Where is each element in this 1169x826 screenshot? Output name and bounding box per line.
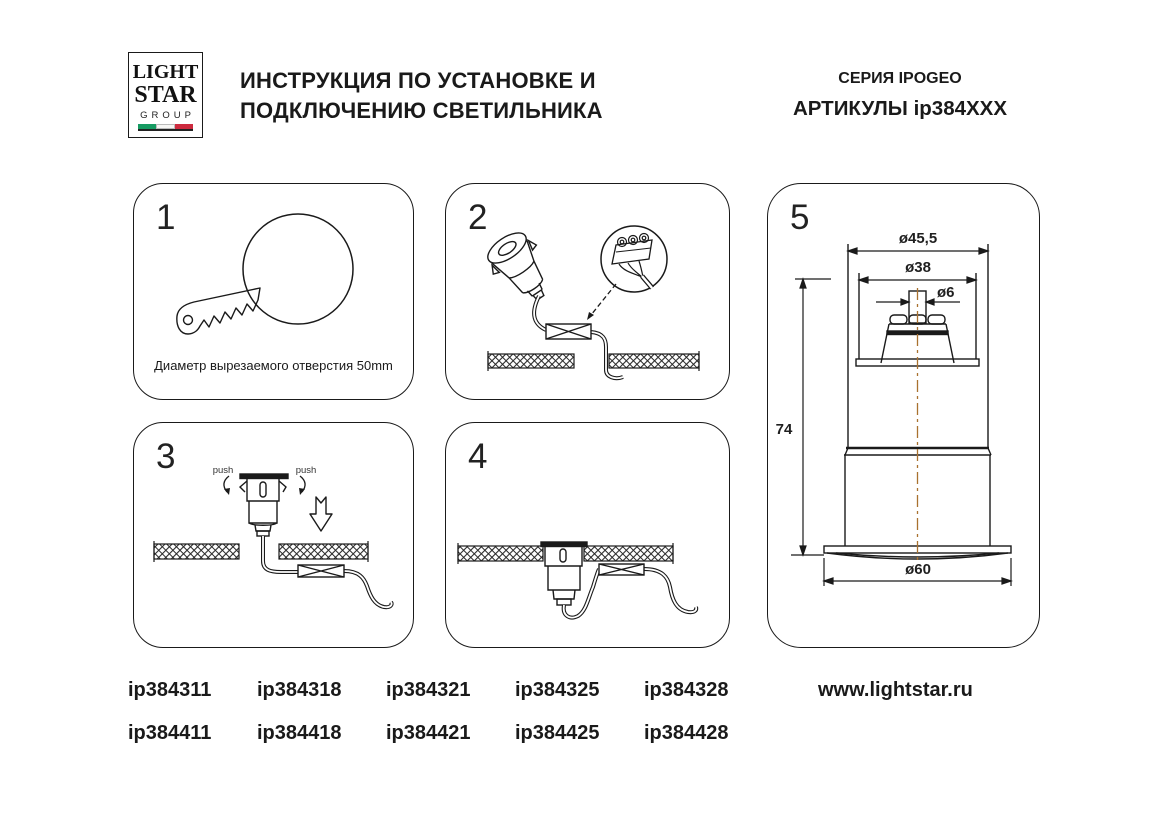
dim-label-mid: ø38 (905, 259, 931, 276)
dimension-drawing (768, 184, 1038, 646)
insert-direction-arrow (310, 497, 332, 531)
lightstar-logo (128, 52, 203, 138)
article-code: ip384411 (128, 722, 212, 744)
article-code: ip384428 (644, 722, 729, 744)
dim-label-top: ø45,5 (898, 230, 938, 247)
junction-box (298, 565, 344, 577)
logo-group: GROUP (140, 110, 195, 121)
title-line-1: ИНСТРУКЦИЯ ПО УСТАНОВКЕ И (240, 68, 596, 93)
light-fixture (240, 474, 288, 536)
step-1-number: 1 (156, 198, 176, 237)
step-2-drawing (446, 184, 728, 398)
step-3-drawing (134, 423, 412, 646)
hatched-surface (488, 351, 699, 371)
logo-light: LIGHT (132, 61, 199, 83)
dim-label-height: 74 (775, 421, 793, 438)
cable (564, 569, 697, 618)
article-code: ip384425 (515, 722, 600, 744)
article-code: ip384325 (515, 679, 600, 701)
step-3-number: 3 (156, 437, 176, 476)
cutout-circle (243, 214, 353, 324)
step-1-panel (133, 183, 414, 400)
push-label-left: push (212, 465, 234, 476)
step-3-panel (133, 422, 414, 648)
light-fixture-installed (541, 542, 587, 605)
article-code: ip384318 (257, 679, 342, 701)
page-title (240, 66, 603, 126)
series-label: СЕРИЯ IPOGEO (838, 70, 962, 87)
article-code: ip384311 (128, 679, 212, 701)
step-4-panel (445, 422, 730, 648)
articles-label: АРТИКУЛЫ ip384XXX (792, 97, 1008, 120)
flag-white (156, 124, 176, 129)
step-4-drawing (446, 423, 728, 646)
step-4-number: 4 (468, 437, 488, 476)
dimension-lines (791, 248, 1011, 586)
dim-label-base: ø60 (905, 561, 931, 578)
flag-red (175, 124, 193, 129)
website-url: www.lightstar.ru (818, 679, 973, 701)
flag-green (138, 124, 156, 129)
step-2-number: 2 (468, 198, 488, 237)
push-arrow-left (224, 476, 230, 495)
dim-label-stem: ø6 (937, 284, 955, 301)
series-block (787, 70, 1013, 121)
push-arrow-right (299, 476, 305, 495)
italian-flag-bar (138, 124, 193, 131)
hole-diameter-caption: Диаметр вырезаемого отверстия 50mm (154, 358, 393, 373)
title-line-2: ПОДКЛЮЧЕНИЮ СВЕТИЛЬНИКА (240, 98, 603, 123)
logo-star: STAR (134, 82, 197, 108)
dimensions-panel (767, 183, 1040, 648)
step-5-number: 5 (790, 198, 810, 237)
light-fixture (480, 225, 563, 313)
step-2-panel (445, 183, 730, 400)
saw-icon (177, 288, 260, 334)
push-label-right: push (295, 465, 317, 476)
junction-box (546, 324, 591, 339)
junction-box (599, 564, 644, 575)
detail-arrow (587, 284, 616, 320)
article-code: ip384421 (386, 722, 471, 744)
wire-connector-detail (601, 226, 667, 292)
article-code: ip384418 (257, 722, 342, 744)
article-code: ip384321 (386, 679, 471, 701)
article-code: ip384328 (644, 679, 729, 701)
